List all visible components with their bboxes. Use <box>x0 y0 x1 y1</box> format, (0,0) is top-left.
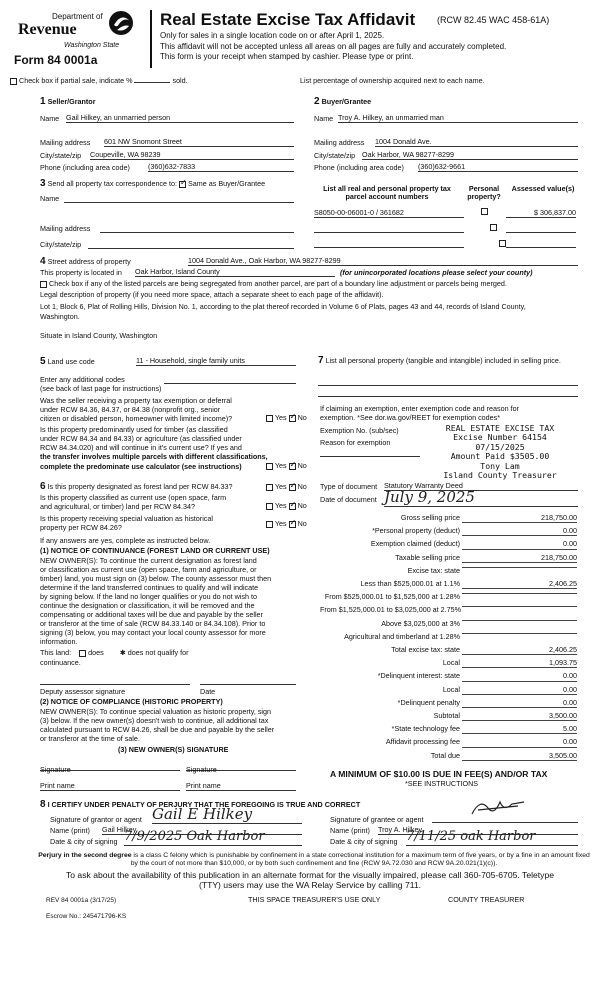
stamp-line1: REAL ESTATE EXCISE TAX <box>445 423 555 433</box>
section-number: 5 <box>40 356 46 367</box>
wa-swirl-icon <box>108 10 134 36</box>
buyer-name-label: Name <box>314 114 334 123</box>
grantee-name-label: Name (print) <box>330 826 370 835</box>
legal-desc-line2: Washington. <box>40 312 80 321</box>
exemption-q-yesno <box>266 414 307 422</box>
street-label: Street address of property <box>47 257 131 266</box>
reason-label: Reason for exemption <box>320 438 391 447</box>
deputy-date-label: Date <box>200 687 216 696</box>
yes-label: Yes <box>274 501 287 510</box>
notice3-title: (3) NEW OWNER(S) SIGNATURE <box>118 745 229 754</box>
parcel-number-field-3[interactable] <box>314 247 464 248</box>
section-number: 8 <box>40 799 46 810</box>
partial-sale-checkbox[interactable] <box>10 78 17 85</box>
rcw-reference: (RCW 82.45 WAC 458-61A) <box>437 15 550 25</box>
calc-label: Affidavit processing fee <box>385 737 460 747</box>
buyer-mail-field[interactable]: 1004 Donald Ave. <box>375 138 578 147</box>
buyer-phone-field[interactable]: (360)632-9661 <box>418 163 578 172</box>
buyer-city-label: City/state/zip <box>314 151 356 160</box>
located-label: This property is located in <box>40 268 122 277</box>
calc-label: Taxable selling price <box>395 552 460 562</box>
logo-dept: Department of <box>52 12 103 21</box>
timber-q-line3: RCW 84.34.020) and will continue in it's current use? If yes and <box>40 443 242 452</box>
calc-label: Subtotal <box>433 711 460 720</box>
stamp-line3: 07/15/2025 <box>475 441 525 452</box>
calc-label: From $1,525,000.01 to $3,025,000 at 2.75% <box>320 605 462 615</box>
seller-title: Seller/Grantor <box>47 97 96 106</box>
assessed-value-field-2[interactable] <box>506 232 576 233</box>
notice1-line5: by signing below. If the land no longer qualifies or you do not wish to <box>40 592 257 601</box>
notice2-line3: calculated pursuant to RCW 84.26, shall be due and payable by the seller <box>40 725 275 734</box>
section-number: 6 <box>40 481 46 492</box>
grantee-date-field[interactable]: 7/11/25 oak Harbor <box>406 830 578 846</box>
owner-print-label-1: Print name <box>40 781 75 790</box>
yes-label: Yes <box>274 461 287 470</box>
exemption-no-label: Exemption No. (sub/sec) <box>320 426 399 435</box>
calc-label: *Delinquent interest: state <box>377 671 460 681</box>
calc-value[interactable]: 0.00 <box>462 527 577 536</box>
header-line1: Only for sales in a single location code on or after April 1, 2025. <box>160 31 385 40</box>
alternate-format-notice <box>20 871 600 891</box>
doc-type-field[interactable]: Statutory Warranty Deed <box>384 482 578 491</box>
buyer-city-field[interactable]: Oak Harbor, WA 98277-8299 <box>362 151 578 160</box>
calc-value[interactable]: 218,750.00 <box>462 514 577 523</box>
parcel-col-header: List all real and personal property tax parcel account numbers <box>323 184 451 202</box>
perjury-text: is a class C felony which is punishable by confinement in a state correctional institution for a maximum term of five years, or by a fine in an amount fixed by the court of not more than $10,000, or by both such confinement and fine (RCW 9A.72.030 and RCW 9A.20.021(1)(c)). <box>130 852 590 867</box>
stamp-line5: Tony Lam <box>480 460 520 471</box>
calc-value[interactable]: 2,406.25 <box>462 646 577 655</box>
grantor-signature[interactable]: Gail E Hilkey <box>152 806 302 824</box>
deputy-signature-field[interactable] <box>40 684 190 685</box>
corr-name-label: Name <box>40 194 60 203</box>
seller-phone-field[interactable]: (360)632-7833 <box>148 163 294 172</box>
timber-q-line5: complete the predominate use calculator (see instructions) <box>40 462 242 471</box>
calc-value[interactable]: 2,406.25 <box>462 580 577 589</box>
calc-value[interactable]: 0.00 <box>462 738 577 747</box>
notice1-line4: determine if the land transferred continues to qualify and will indicate <box>40 583 259 592</box>
perjury-notice <box>36 852 592 868</box>
yes-label: Yes <box>274 482 287 491</box>
owner-signature-label-1: Signature <box>40 765 71 774</box>
personal-property-checkbox[interactable] <box>481 208 488 215</box>
grantee-date-label: Date & city of signing <box>330 837 398 846</box>
claim-line2: exemption. *See dor.wa.gov/REET for exemption codes* <box>320 413 501 422</box>
located-field[interactable]: Oak Harbor, Island County <box>135 268 335 277</box>
calc-value[interactable]: 0.00 <box>462 672 577 681</box>
seller-city-label: City/state/zip <box>40 151 82 160</box>
header-line3: This form is your receipt when stamped by cashier. Please type or print. <box>160 52 414 61</box>
seller-name-label: Name <box>40 114 60 123</box>
ask-line2: (TTY) users may use the WA Relay Service by calling 711. <box>198 879 422 890</box>
forest-q-row <box>40 481 233 493</box>
section-number: 3 <box>40 178 46 189</box>
this-land-row <box>40 649 189 657</box>
section-number: 2 <box>314 96 320 107</box>
partial-sold-label: sold. <box>172 76 188 85</box>
calc-value[interactable]: 0.00 <box>462 699 577 708</box>
grantee-signature[interactable] <box>468 796 528 820</box>
land-use-field[interactable]: 11 - Household, single family units <box>136 357 296 366</box>
timber-q-line1: Is this property predominantly used for timber (as classified <box>40 425 228 434</box>
header-line2: This affidavit will not be accepted unless all areas on all pages are fully and accurately completed. <box>160 42 507 51</box>
section-number: 1 <box>40 96 46 107</box>
certify-label: I CERTIFY UNDER PENALTY OF PERJURY THAT THE FOREGOING IS TRUE AND CORRECT <box>47 800 361 809</box>
calc-label: Total due <box>430 750 460 760</box>
seller-phone-label: Phone (including area code) <box>40 163 130 172</box>
notice2-line4: or transferor at the time of sale. <box>40 734 140 743</box>
notice2-line2: (3) below. If the new owner(s) doesn't wish to continue, all additional tax <box>40 716 269 725</box>
no-checkbox[interactable] <box>289 503 296 510</box>
header-divider <box>150 10 152 68</box>
no-checkbox[interactable] <box>289 484 296 491</box>
grantee-sig-label: Signature of grantee or agent <box>330 815 424 824</box>
notice2-line1: NEW OWNER(S): To continue special valuation as historic property, sign <box>40 707 272 716</box>
correspondence-label: Send all property tax correspondence to: <box>47 179 178 188</box>
doc-date-field[interactable]: July 9, 2025 <box>384 489 578 507</box>
notice1-line9: signing (3) below, you may contact your local county assessor for more <box>40 628 266 637</box>
calc-label: Excise tax: state <box>407 565 460 575</box>
grantor-name-field[interactable]: Gail Hilkey <box>102 826 302 835</box>
form-number: Form 84 0001a <box>14 53 98 67</box>
calc-label: From $525,000.01 to $1,525,000 at 1.28% <box>324 592 460 602</box>
yes-checkbox[interactable] <box>266 415 273 422</box>
calc-value[interactable]: 0.00 <box>462 540 577 549</box>
land-use-label: Land use code <box>47 357 95 366</box>
seller-mail-field[interactable]: 601 NW Snomont Street <box>104 138 294 147</box>
calc-label: Exemption claimed (deduct) <box>370 539 460 549</box>
notice1-line6: continue the designation or classification, it will be removed and the <box>40 601 255 610</box>
same-as-buyer-checkbox[interactable] <box>179 181 186 188</box>
timber-q-line2: under RCW 84.34 and 84.33) or agriculture (as classified under <box>40 434 242 443</box>
calc-value[interactable]: 3,500.00 <box>462 712 577 721</box>
owner-print-label-2: Print name <box>186 781 221 790</box>
segregated-label: Check box if any of the listed parcels are being segregated from another parcel, are part of a boundary line adjustment or parcels being merged. <box>49 279 507 288</box>
forest-q-yesno <box>266 483 307 491</box>
calc-label: Above $3,025,000 at 3% <box>381 618 460 628</box>
yes-checkbox[interactable] <box>266 463 273 470</box>
county-treasurer: COUNTY TREASURER <box>448 895 525 904</box>
exemption-q-line3: citizen or disabled person, homeowner with limited income)? <box>40 414 233 423</box>
calc-label: Gross selling price <box>400 513 460 522</box>
corr-city-field[interactable] <box>88 248 294 249</box>
page-title: Real Estate Excise Tax Affidavit <box>160 10 416 29</box>
no-checkbox[interactable] <box>289 521 296 528</box>
calc-value[interactable] <box>462 606 577 607</box>
calc-value[interactable]: 0.00 <box>462 686 577 695</box>
segregated-row <box>40 280 507 288</box>
buyer-title: Buyer/Grantee <box>321 97 372 106</box>
assessed-value-field-3[interactable] <box>506 247 576 248</box>
current-use-q-line2: and agricultural, or timber) land per RCW 84.34? <box>40 502 196 511</box>
treasurer-space: THIS SPACE TREASURER'S USE ONLY <box>248 895 381 904</box>
notice1-line2: or classification as current use (open space, farm and agriculture, or <box>40 565 257 574</box>
notice1-line3: timber) land, you must sign on (3) below. The county assessor must then <box>40 574 272 583</box>
personal-property-checkbox-3[interactable] <box>499 240 506 247</box>
calc-label: Less than $525,000.01 at 1.1% <box>360 579 460 588</box>
current-use-q-yesno <box>266 502 307 510</box>
calc-value[interactable] <box>462 620 577 621</box>
personal-property-field-2[interactable] <box>318 396 578 397</box>
calc-value[interactable]: 218,750.00 <box>462 554 577 563</box>
logo-revenue: Revenue <box>18 21 77 38</box>
notice1-line8: or transferor at the time of sale (RCW 84.33.140 or 84.34.108). Prior to <box>40 619 266 628</box>
timber-q-yesno <box>266 462 307 470</box>
doc-type-label: Type of document <box>320 482 378 491</box>
partial-sale-row <box>10 75 188 85</box>
personal-property-checkbox-2[interactable] <box>490 224 497 231</box>
buyer-heading <box>314 96 371 108</box>
timber-q-line4: the transfer involves multiple parcels with different classifications, <box>40 452 268 461</box>
minimum-due-notice: A MINIMUM OF $10.00 IS DUE IN FEE(S) AND/OR TAX <box>330 769 548 779</box>
no-label: No <box>297 482 307 491</box>
yes-label: Yes <box>274 413 287 422</box>
street-field[interactable]: 1004 Donald Ave., Oak Harbor, WA 98277-8299 <box>188 257 578 266</box>
exemption-q-line2: under RCW 84.36, 84.37, or 84.38 (nonprofit org., senior <box>40 405 221 414</box>
buyer-phone-label: Phone (including area code) <box>314 163 404 172</box>
stamp-line4: Amount Paid $3505.00 <box>450 451 550 462</box>
does-not-mark-icon[interactable]: ✱ <box>119 648 126 657</box>
ask-line1: To ask about the availability of this publication in an alternate format for the visually impaired, please call 360-705-6705. Teletype <box>65 870 555 880</box>
calc-value[interactable] <box>462 567 577 568</box>
notice2-title: (2) NOTICE OF COMPLIANCE (HISTORIC PROPERTY) <box>40 697 223 706</box>
seller-heading <box>40 96 96 108</box>
current-use-q-line1: Is this property classified as current use (open space, farm <box>40 493 227 502</box>
deputy-signature-label: Deputy assessor signature <box>40 687 126 696</box>
segregated-checkbox[interactable] <box>40 281 47 288</box>
deputy-date-field[interactable] <box>200 684 296 685</box>
owner-signature-label-2: Signature <box>186 765 217 774</box>
partial-percent-field[interactable] <box>134 75 170 83</box>
perjury-bold: Perjury in the second degree <box>38 852 132 859</box>
seller-mail-label: Mailing address <box>40 138 91 147</box>
grantee-name-field[interactable]: Troy A. Hilkey <box>378 826 578 835</box>
calc-label: Agricultural and timberland at 1.28% <box>344 631 460 641</box>
calc-value[interactable]: 3,505.00 <box>462 752 577 761</box>
no-checkbox[interactable] <box>289 463 296 470</box>
corr-name-field[interactable] <box>64 202 294 203</box>
additional-codes-label: Enter any additional codes <box>40 375 125 384</box>
calc-value[interactable]: 1,093.75 <box>462 659 577 668</box>
doc-date-label: Date of document <box>320 495 377 504</box>
historic-q-yesno <box>266 520 307 528</box>
yes-checkbox[interactable] <box>266 503 273 510</box>
corr-mail-label: Mailing address <box>40 224 91 233</box>
notice1-line7: compensating or additional taxes will be due and payable by the seller <box>40 610 263 619</box>
historic-q-line2: property per RCW 84.26? <box>40 523 122 532</box>
calc-value[interactable] <box>462 593 577 594</box>
does-label: does <box>88 648 104 657</box>
same-as-buyer-label: Same as Buyer/Grantee <box>188 179 266 188</box>
corr-mail-field[interactable] <box>100 232 294 233</box>
calc-value[interactable] <box>462 633 577 634</box>
reason-field[interactable] <box>320 456 420 457</box>
continuance-label: continuance. <box>40 658 81 667</box>
assessed-value-field[interactable]: $ 306,837.00 <box>506 209 576 218</box>
notice1-title: (1) NOTICE OF CONTINUANCE (FOREST LAND OR CURRENT USE) <box>40 546 270 555</box>
personal-col-header: Personal property? <box>467 184 501 202</box>
assessed-col-header: Assessed value(s) <box>511 184 575 193</box>
street-row <box>40 256 131 268</box>
legal-desc-line1: Lot 1, Block 6, Plat of Rolling Hills, Division No. 1, according to the plat thereof recorded in Volume 6 of Plats, pages 43 and 44, records of Island County, <box>40 302 526 311</box>
dor-logo <box>14 8 136 58</box>
personal-property-heading <box>318 355 580 367</box>
does-checkbox[interactable] <box>79 650 86 657</box>
correspondence-row <box>40 178 265 190</box>
parcel-number-field[interactable]: S8050-00-06001-0 / 361682 <box>314 209 464 218</box>
legal-desc-label: Legal description of property (if you need more space, attach a separate sheet to each page of the affidavit). <box>40 290 384 299</box>
calc-label: *State technology fee <box>391 724 460 734</box>
situate-text: Situate in Island County, Washington <box>40 331 158 340</box>
stamp-line6: Island County Treasurer <box>443 470 557 481</box>
calc-label: Total excise tax: state <box>391 645 460 654</box>
no-checkbox[interactable] <box>289 415 296 422</box>
personal-property-label: List all personal property (tangible and intangible) included in selling price. <box>325 356 561 365</box>
does-not-label: does not qualify for <box>127 648 189 657</box>
unincorporated-note: (for unincorporated locations please select your county) <box>340 268 533 277</box>
forest-q-label: Is this property designated as forest land per RCW 84.33? <box>47 482 233 491</box>
no-label: No <box>297 413 307 422</box>
additional-codes-field[interactable] <box>164 383 296 384</box>
calc-value[interactable]: 5.00 <box>462 725 577 734</box>
yes-label: Yes <box>274 519 287 528</box>
section-number: 4 <box>40 256 46 267</box>
rev-number: REV 84 0001a (3/17/25) <box>46 897 117 904</box>
grantor-sig-label: Signature of grantor or agent <box>50 815 142 824</box>
parcel-number-field-2[interactable] <box>314 232 464 233</box>
buyer-name-field[interactable]: Troy A. Hilkey, an unmarried man <box>338 114 578 123</box>
see-instructions-note: *SEE INSTRUCTIONS <box>405 779 479 788</box>
calc-label: Local <box>442 658 460 668</box>
grantor-date-field[interactable]: 7/9/2025 Oak Harbor <box>124 830 302 846</box>
grantee-signature-line <box>432 822 578 823</box>
no-label: No <box>297 519 307 528</box>
claim-line1: If claiming an exemption, enter exemption code and reason for <box>320 404 519 413</box>
if-any-yes: If any answers are yes, complete as instructed below. <box>40 536 211 545</box>
treasurer-stamp <box>420 424 580 480</box>
calc-label: *Personal property (deduct) <box>372 526 460 536</box>
seller-name-field[interactable]: Gail Hilkey, an unmarried person <box>66 114 294 123</box>
this-land-label: This land: <box>40 648 72 657</box>
logo-state: Washington State <box>64 42 120 49</box>
escrow-number: Escrow No.: 245471796-KS <box>46 913 127 920</box>
yes-checkbox[interactable] <box>266 484 273 491</box>
grantor-date-label: Date & city of signing <box>50 837 118 846</box>
calc-label: *Delinquent penalty <box>397 697 460 707</box>
ownership-note: List percentage of ownership acquired next to each name. <box>300 76 485 85</box>
section-number: 7 <box>318 355 324 366</box>
historic-q-line1: Is this property receiving special valuation as historical <box>40 514 213 523</box>
no-label: No <box>297 501 307 510</box>
corr-city-label: City/state/zip <box>40 240 82 249</box>
seller-city-field[interactable]: Coupeville, WA 98239 <box>90 151 294 160</box>
notice1-line10: information. <box>40 637 78 646</box>
calc-label: Local <box>442 684 460 694</box>
buyer-mail-label: Mailing address <box>314 138 365 147</box>
partial-sale-label: Check box if partial sale, indicate % <box>19 76 133 85</box>
no-label: No <box>297 461 307 470</box>
land-use-row <box>40 356 95 368</box>
grantor-name-label: Name (print) <box>50 826 90 835</box>
personal-property-field-1[interactable] <box>318 385 578 386</box>
see-instructions-label: (see back of last page for instructions) <box>40 384 162 393</box>
notice1-line1: NEW OWNER(S): To continue the current designation as forest land <box>40 556 257 565</box>
stamp-line2: Excise Number 64154 <box>453 432 547 443</box>
exemption-q-line1: Was the seller receiving a property tax exemption or deferral <box>40 396 232 405</box>
yes-checkbox[interactable] <box>266 521 273 528</box>
